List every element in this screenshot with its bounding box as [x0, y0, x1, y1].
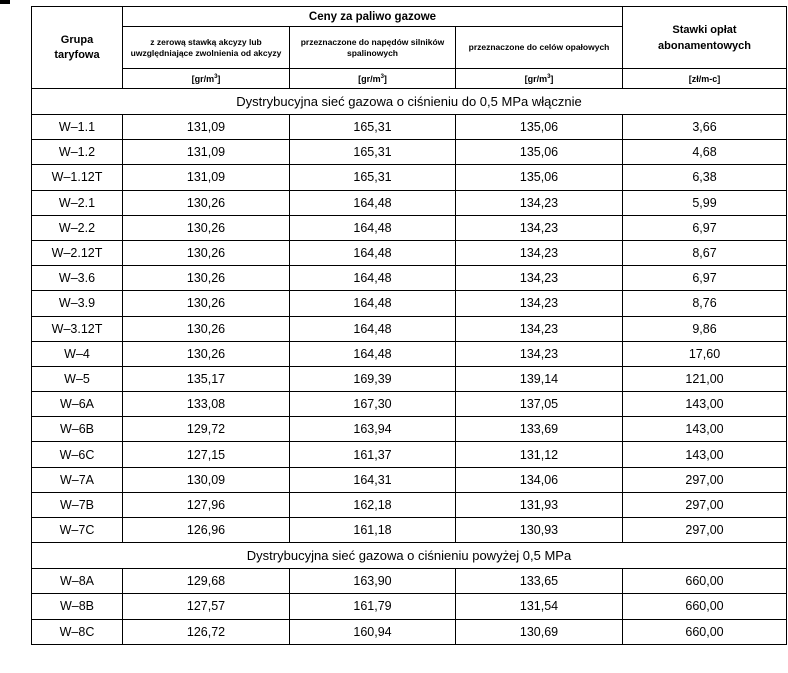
unit-text: [gr/m — [358, 73, 381, 84]
group-header-line1: Grupa — [60, 33, 94, 46]
cell-fee: 143,00 — [623, 442, 787, 467]
cell-fee: 3,66 — [623, 115, 787, 140]
cell-fee: 4,68 — [623, 140, 787, 165]
cell-fee: 297,00 — [623, 518, 787, 543]
table-row — [32, 619, 787, 644]
cell-zero-vat: 130,26 — [123, 291, 290, 316]
cell-heating: 134,23 — [456, 240, 623, 265]
cell-engines: 164,48 — [290, 240, 456, 265]
table-row — [32, 392, 787, 417]
cell-group: W–3.9 — [32, 291, 123, 316]
cell-group: W–1.2 — [32, 140, 123, 165]
cell-fee: 6,38 — [623, 165, 787, 190]
table-row — [32, 492, 787, 517]
cell-fee: 5,99 — [623, 190, 787, 215]
cell-heating: 131,54 — [456, 594, 623, 619]
fees-header-line2: abonamentowych — [658, 39, 751, 52]
cell-fee: 660,00 — [623, 619, 787, 644]
cell-group: W–4 — [32, 341, 123, 366]
cell-fee: 8,76 — [623, 291, 787, 316]
cell-engines: 164,31 — [290, 467, 456, 492]
fees-header-line1: Stawki opłat — [672, 23, 737, 36]
cell-heating: 134,23 — [456, 291, 623, 316]
cell-group: W–6A — [32, 392, 123, 417]
group-header — [32, 7, 123, 89]
cell-zero-vat: 130,26 — [123, 190, 290, 215]
table-row — [32, 467, 787, 492]
cell-heating: 137,05 — [456, 392, 623, 417]
cell-group: W–8B — [32, 594, 123, 619]
cell-fee: 660,00 — [623, 594, 787, 619]
unit-bracket: ] — [550, 73, 554, 84]
cell-heating: 131,93 — [456, 492, 623, 517]
cell-zero-vat: 129,68 — [123, 569, 290, 594]
table-row — [32, 115, 787, 140]
cell-zero-vat: 131,09 — [123, 165, 290, 190]
cell-zero-vat: 130,26 — [123, 240, 290, 265]
cell-zero-vat: 133,08 — [123, 392, 290, 417]
cell-heating: 133,69 — [456, 417, 623, 442]
cell-engines: 164,48 — [290, 291, 456, 316]
table-row — [32, 215, 787, 240]
cell-heating: 130,69 — [456, 619, 623, 644]
cell-fee: 121,00 — [623, 366, 787, 391]
cell-zero-vat: 130,26 — [123, 316, 290, 341]
table-row — [32, 190, 787, 215]
unit-text: [gr/m — [524, 73, 548, 84]
unit-bracket: ] — [383, 73, 387, 84]
cell-engines: 160,94 — [290, 619, 456, 644]
cell-zero-vat: 126,72 — [123, 619, 290, 644]
table-row — [32, 140, 787, 165]
cell-engines: 164,48 — [290, 266, 456, 291]
cell-engines: 165,31 — [290, 165, 456, 190]
cell-fee: 8,67 — [623, 240, 787, 265]
table-row — [32, 291, 787, 316]
cell-heating: 134,23 — [456, 190, 623, 215]
unit-superscript: 3 — [547, 73, 551, 80]
cell-zero-vat: 130,09 — [123, 467, 290, 492]
cell-zero-vat: 127,57 — [123, 594, 290, 619]
cell-engines: 161,79 — [290, 594, 456, 619]
cell-group: W–2.2 — [32, 215, 123, 240]
cell-engines: 169,39 — [290, 366, 456, 391]
cell-zero-vat: 127,96 — [123, 492, 290, 517]
fees-header — [623, 7, 787, 69]
cell-group: W–8A — [32, 569, 123, 594]
cell-group: W–1.1 — [32, 115, 123, 140]
unit-zero-vat — [123, 69, 290, 89]
cell-fee: 9,86 — [623, 316, 787, 341]
cell-group: W–7C — [32, 518, 123, 543]
table-row — [32, 316, 787, 341]
cell-fee: 6,97 — [623, 215, 787, 240]
cell-heating: 135,06 — [456, 140, 623, 165]
group-header-line2: taryfowa — [54, 48, 100, 61]
table-row — [32, 366, 787, 391]
cell-engines: 164,48 — [290, 215, 456, 240]
cell-engines: 165,31 — [290, 140, 456, 165]
cell-group: W–6B — [32, 417, 123, 442]
cell-zero-vat: 127,15 — [123, 442, 290, 467]
cell-group: W–3.6 — [32, 266, 123, 291]
cell-heating: 133,65 — [456, 569, 623, 594]
cell-group: W–2.12T — [32, 240, 123, 265]
unit-fee: [zł/m-c] — [623, 69, 787, 89]
table-row — [32, 417, 787, 442]
cell-engines: 165,31 — [290, 115, 456, 140]
cell-heating: 131,12 — [456, 442, 623, 467]
cell-heating: 135,06 — [456, 165, 623, 190]
cell-heating: 130,93 — [456, 518, 623, 543]
table-row — [32, 266, 787, 291]
section-row — [32, 89, 787, 115]
cell-engines: 163,94 — [290, 417, 456, 442]
cell-heating: 139,14 — [456, 366, 623, 391]
cell-fee: 660,00 — [623, 569, 787, 594]
cell-group: W–7A — [32, 467, 123, 492]
cell-fee: 6,97 — [623, 266, 787, 291]
table-row — [32, 594, 787, 619]
section2-title: Dystrybucyjna sieć gazowa o ciśnieniu powyżej 0,5 MPa — [32, 543, 787, 569]
table-row — [32, 442, 787, 467]
cell-zero-vat: 130,26 — [123, 266, 290, 291]
unit-text: [gr/m — [191, 73, 215, 84]
table-row — [32, 341, 787, 366]
table-row — [32, 569, 787, 594]
cell-zero-vat: 129,72 — [123, 417, 290, 442]
cell-engines: 163,90 — [290, 569, 456, 594]
cell-zero-vat: 135,17 — [123, 366, 290, 391]
table-row — [32, 518, 787, 543]
cell-heating: 134,23 — [456, 215, 623, 240]
cell-engines: 162,18 — [290, 492, 456, 517]
cell-engines: 167,30 — [290, 392, 456, 417]
cell-fee: 143,00 — [623, 417, 787, 442]
unit-superscript: 3 — [380, 73, 384, 80]
cell-group: W–7B — [32, 492, 123, 517]
cell-fee: 17,60 — [623, 341, 787, 366]
table-row — [32, 240, 787, 265]
cell-fee: 143,00 — [623, 392, 787, 417]
unit-heating — [456, 69, 623, 89]
cell-group: W–3.12T — [32, 316, 123, 341]
cell-group: W–2.1 — [32, 190, 123, 215]
cell-zero-vat: 130,26 — [123, 215, 290, 240]
unit-engines — [290, 69, 456, 89]
cell-heating: 134,23 — [456, 341, 623, 366]
cropped-text-fragment — [0, 0, 10, 4]
tariff-table — [31, 6, 787, 645]
unit-bracket: ] — [217, 73, 221, 84]
cell-group: W–8C — [32, 619, 123, 644]
cell-zero-vat: 131,09 — [123, 140, 290, 165]
cell-engines: 164,48 — [290, 316, 456, 341]
cell-fee: 297,00 — [623, 467, 787, 492]
cell-fee: 297,00 — [623, 492, 787, 517]
cell-heating: 134,06 — [456, 467, 623, 492]
cell-group: W–1.12T — [32, 165, 123, 190]
col-engines-header: przeznaczone do napędów silników spalinowych — [290, 27, 456, 69]
cell-heating: 134,23 — [456, 266, 623, 291]
table-row — [32, 165, 787, 190]
prices-header: Ceny za paliwo gazowe — [123, 7, 623, 27]
unit-superscript: 3 — [214, 73, 218, 80]
cell-engines: 161,18 — [290, 518, 456, 543]
cell-group: W–6C — [32, 442, 123, 467]
table-body — [32, 89, 787, 645]
cell-engines: 161,37 — [290, 442, 456, 467]
cell-heating: 134,23 — [456, 316, 623, 341]
cell-heating: 135,06 — [456, 115, 623, 140]
cell-engines: 164,48 — [290, 190, 456, 215]
col-zero-vat-header: z zerową stawką akcyzy lub uwzględniające zwolnienia od akcyzy — [123, 27, 290, 69]
col-heating-header: przeznaczone do celów opałowych — [456, 27, 623, 69]
cell-zero-vat: 126,96 — [123, 518, 290, 543]
cell-group: W–5 — [32, 366, 123, 391]
section-row — [32, 543, 787, 569]
cell-zero-vat: 130,26 — [123, 341, 290, 366]
cell-zero-vat: 131,09 — [123, 115, 290, 140]
cell-engines: 164,48 — [290, 341, 456, 366]
section1-title: Dystrybucyjna sieć gazowa o ciśnieniu do 0,5 MPa włącznie — [32, 89, 787, 115]
